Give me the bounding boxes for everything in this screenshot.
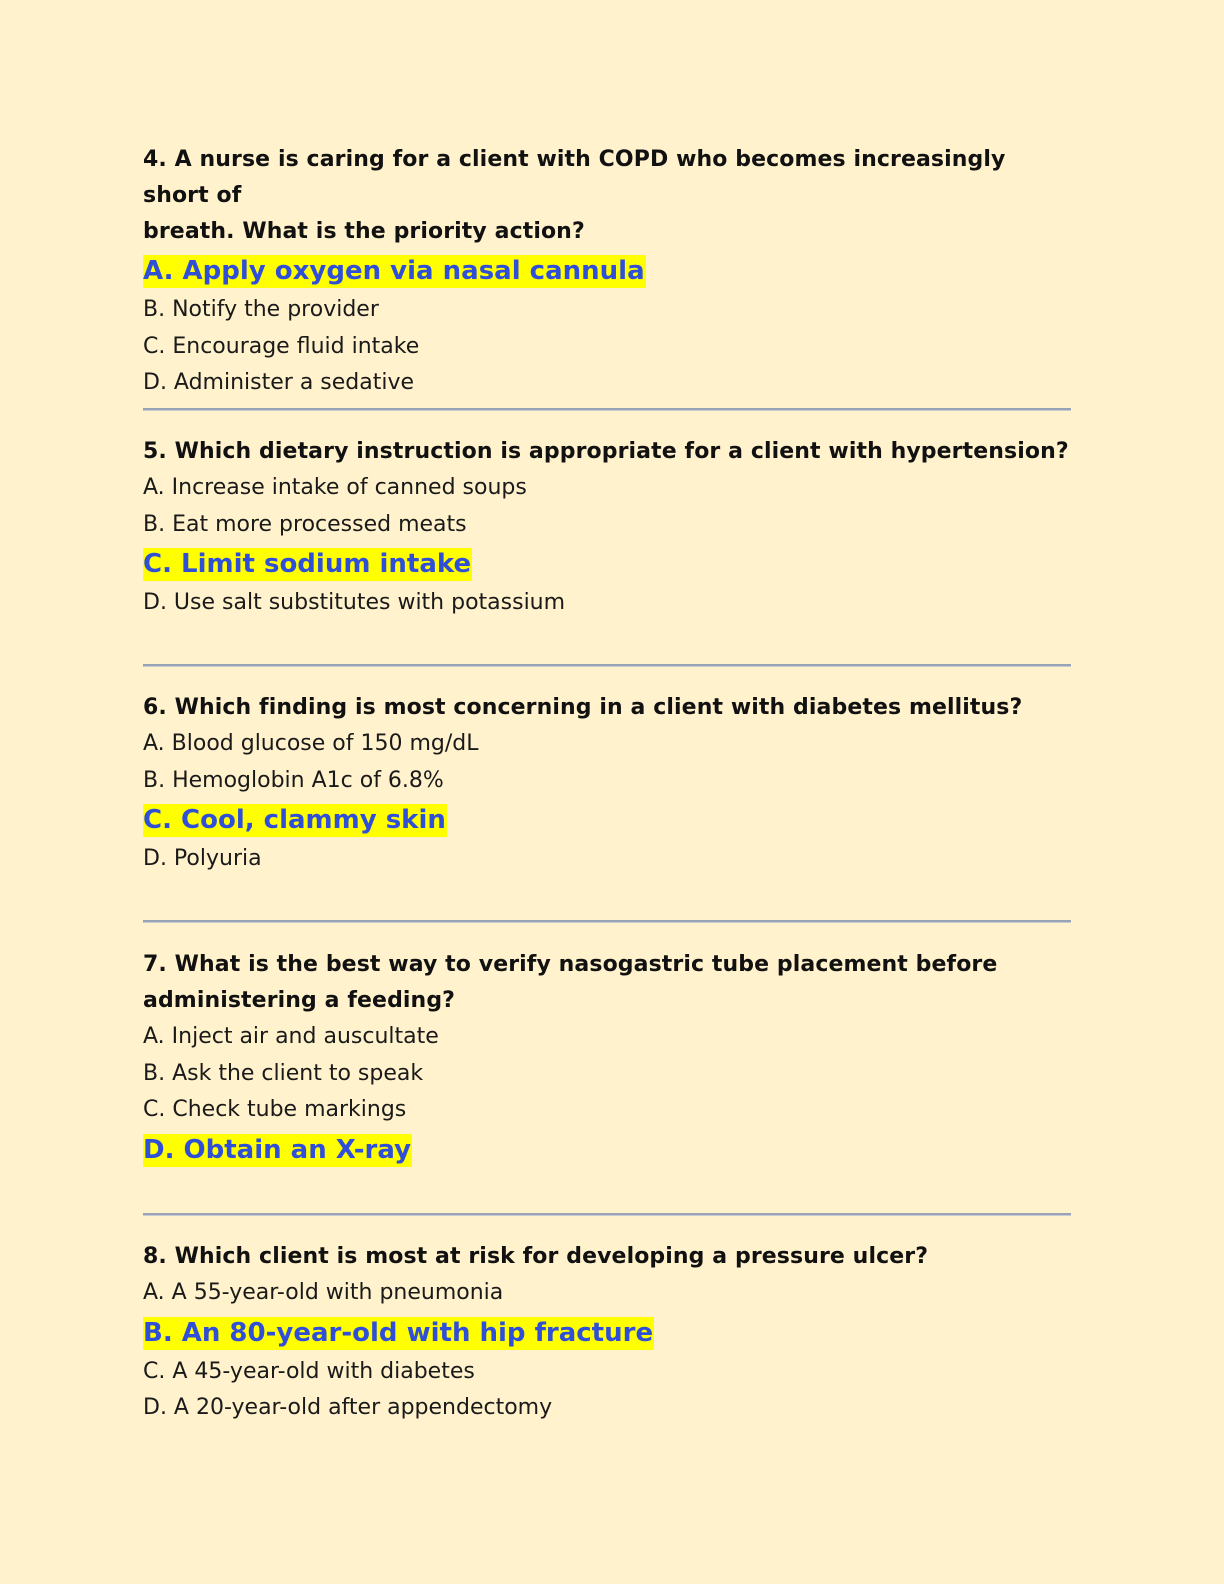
question-5 <box>143 434 1078 622</box>
question-stem <box>143 947 1078 1019</box>
correct-answer-option <box>143 799 1078 841</box>
question-stem-line: 4. A nurse is caring for a client with COPD who becomes increasingly short of <box>143 147 1006 208</box>
answer-option: B. Ask the client to speak <box>143 1060 424 1086</box>
answer-option: A. Blood glucose of 150 mg/dL <box>143 731 479 756</box>
question-stem-line: 6. Which finding is most concerning in a client with diabetes mellitus? <box>143 695 1023 720</box>
answer-option: C. A 45-year-old with diabetes <box>143 1358 475 1384</box>
answer-option: A. Increase intake of canned soups <box>143 475 527 500</box>
section-divider <box>143 920 1071 922</box>
correct-answer-option <box>143 1129 1078 1171</box>
section-divider <box>143 1213 1071 1215</box>
highlighted-answer: B. An 80-year-old with hip fracture <box>143 1317 654 1348</box>
answer-option: B. Notify the provider <box>143 297 379 322</box>
question-stem-line: 7. What is the best way to verify nasogastric tube placement before <box>143 952 998 977</box>
highlighted-answer: C. Cool, clammy skin <box>143 805 446 836</box>
question-stem <box>143 142 1078 250</box>
question-7 <box>143 947 1078 1171</box>
answer-option: D. Polyuria <box>143 846 262 872</box>
answer-option: B. Hemoglobin A1c of 6.8% <box>143 767 444 793</box>
correct-answer-option <box>143 250 1078 292</box>
answer-option: D. Administer a sedative <box>143 370 415 396</box>
answer-option: A. Inject air and auscultate <box>143 1024 439 1049</box>
section-divider <box>143 408 1071 410</box>
question-stem <box>143 434 1078 470</box>
answer-option: D. A 20-year-old after appendectomy <box>143 1395 553 1421</box>
question-stem <box>143 1239 1078 1275</box>
question-stem-line: administering a feeding? <box>143 988 456 1013</box>
highlighted-answer: A. Apply oxygen via nasal cannula <box>143 256 645 286</box>
answer-option: D. Use salt substitutes with potassium <box>143 590 566 616</box>
highlighted-answer: C. Limit sodium intake <box>143 549 472 580</box>
question-stem <box>143 690 1078 726</box>
question-4 <box>143 142 1078 402</box>
question-stem-line: breath. What is the priority action? <box>143 219 585 244</box>
section-divider <box>143 664 1071 666</box>
correct-answer-option <box>143 1312 1078 1354</box>
question-stem-line: 5. Which dietary instruction is appropriate for a client with hypertension? <box>143 439 1069 464</box>
highlighted-answer: D. Obtain an X-ray <box>143 1134 412 1165</box>
question-6 <box>143 690 1078 878</box>
answer-option: B. Eat more processed meats <box>143 511 467 537</box>
correct-answer-option <box>143 543 1078 585</box>
answer-option: A. A 55-year-old with pneumonia <box>143 1280 504 1305</box>
question-stem-line: 8. Which client is most at risk for developing a pressure ulcer? <box>143 1244 929 1269</box>
question-8 <box>143 1239 1078 1427</box>
answer-option: C. Encourage fluid intake <box>143 333 420 359</box>
answer-option: C. Check tube markings <box>143 1097 407 1123</box>
